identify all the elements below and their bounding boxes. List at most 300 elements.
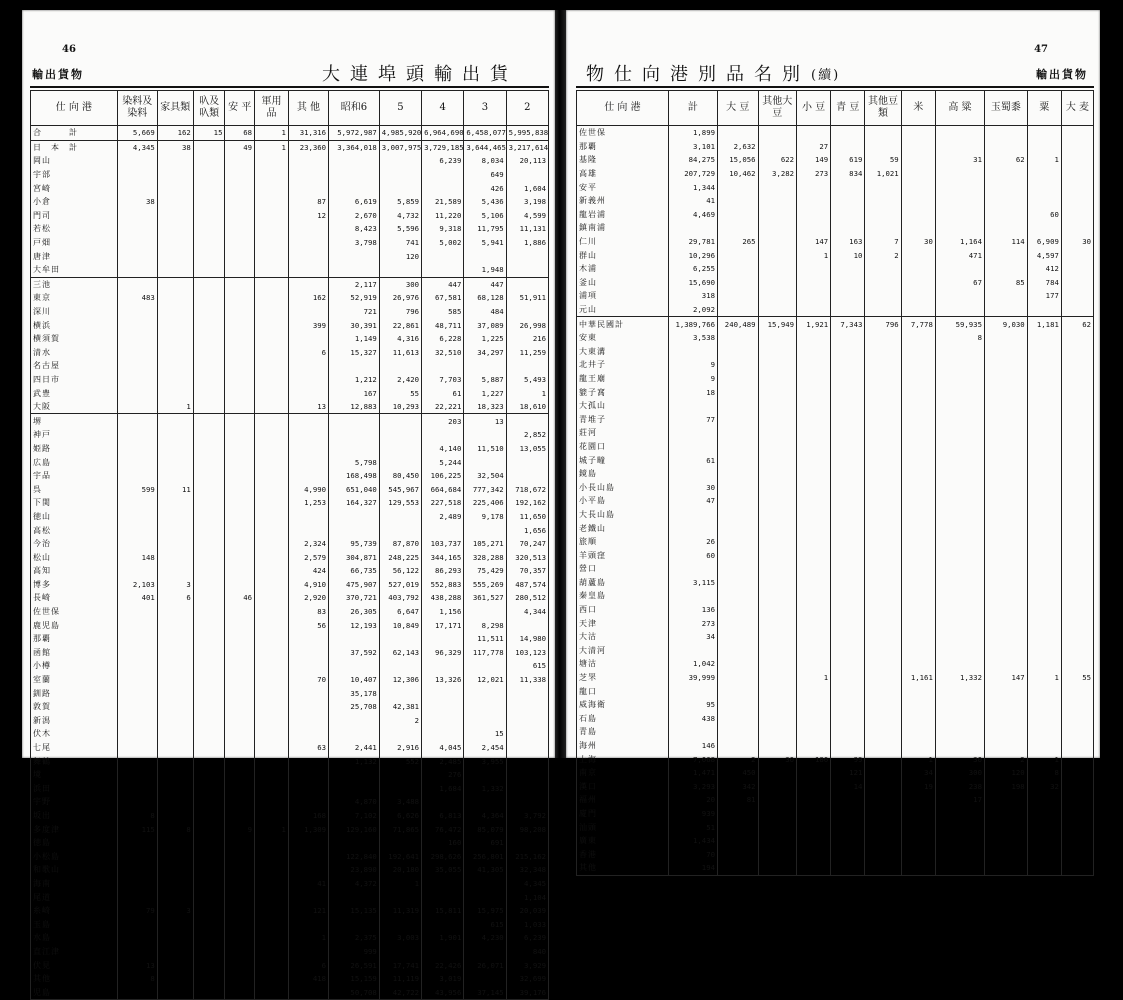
table-cell (117, 646, 157, 660)
port-name: 木浦 (577, 262, 669, 276)
table-cell (758, 521, 796, 535)
table-cell (255, 605, 289, 619)
table-cell (935, 426, 984, 440)
table-cell (797, 548, 831, 562)
port-name: 安平 (577, 180, 669, 194)
table-cell (1027, 331, 1061, 345)
table-cell (984, 221, 1027, 235)
table-cell (865, 508, 901, 522)
table-row (31, 985, 549, 999)
table-cell (1061, 630, 1093, 644)
table-cell (901, 248, 935, 262)
port-name: 佐世保 (31, 605, 118, 619)
table-cell: 27 (797, 140, 831, 154)
table-cell (193, 618, 225, 632)
table-cell (935, 820, 984, 834)
table-cell (831, 426, 865, 440)
port-name: 室蘭 (31, 673, 118, 687)
table-cell (758, 671, 796, 685)
table-cell (1027, 453, 1061, 467)
table-cell: 11,650 (506, 510, 548, 524)
port-name: 多度津 (31, 822, 118, 836)
table-cell: 418 (288, 972, 328, 986)
table-cell: 55 (379, 386, 421, 400)
table-cell: 20,113 (506, 154, 548, 168)
table-cell (157, 795, 193, 809)
column-header: 大 麦 (1061, 91, 1093, 126)
port-name: 佐世保 (577, 126, 669, 140)
table-cell (1061, 399, 1093, 413)
table-cell (255, 510, 289, 524)
table-cell (193, 550, 225, 564)
table-cell (288, 863, 328, 877)
table-cell (984, 453, 1027, 467)
table-cell (831, 861, 865, 875)
table-cell (117, 877, 157, 891)
table-cell (901, 630, 935, 644)
table-cell (379, 768, 421, 782)
table-cell (117, 386, 157, 400)
table-cell: 12 (288, 209, 328, 223)
port-name: 香港 (577, 847, 669, 861)
table-cell: 87 (288, 195, 328, 209)
table-cell: 796 (865, 317, 901, 331)
table-cell: 8 (157, 822, 193, 836)
table-cell (117, 400, 157, 414)
table-cell (117, 414, 157, 428)
page-title: 大連埠頭輸出貨 (322, 64, 518, 85)
table-cell: 18,323 (464, 400, 506, 414)
table-cell (117, 931, 157, 945)
table-cell (935, 467, 984, 481)
table-cell: 8 (935, 331, 984, 345)
table-cell: 8 (1027, 766, 1061, 780)
table-cell (831, 807, 865, 821)
table-cell (984, 126, 1027, 140)
table-cell (157, 945, 193, 959)
table-cell (758, 698, 796, 712)
table-cell (717, 467, 758, 481)
table-cell (984, 644, 1027, 658)
table-row (577, 276, 1094, 290)
table-cell (668, 589, 717, 603)
table-cell (831, 562, 865, 576)
table-row (31, 126, 549, 141)
table-cell: 30 (901, 235, 935, 249)
table-cell (831, 140, 865, 154)
table-row (31, 359, 549, 373)
table-cell (506, 249, 548, 263)
table-cell (288, 386, 328, 400)
table-cell (831, 834, 865, 848)
port-name: 宇野 (31, 795, 118, 809)
table-cell (717, 399, 758, 413)
table-cell (901, 644, 935, 658)
table-cell (225, 277, 255, 291)
table-cell: 60 (1027, 208, 1061, 222)
table-cell (901, 126, 935, 140)
port-name: 浦項 (577, 289, 669, 303)
table-cell (1061, 861, 1093, 875)
table-cell (984, 807, 1027, 821)
table-cell (193, 741, 225, 755)
table-cell: 552 (379, 754, 421, 768)
table-cell: 4,230 (464, 931, 506, 945)
table-row (31, 386, 549, 400)
table-cell (329, 154, 380, 168)
table-cell (717, 289, 758, 303)
table-cell (1027, 221, 1061, 235)
table-cell: 23,890 (329, 863, 380, 877)
table-cell (288, 359, 328, 373)
table-cell: 1 (506, 386, 548, 400)
table-cell: 2,579 (288, 550, 328, 564)
table-cell: 85 (984, 276, 1027, 290)
table-cell: 3,115 (668, 576, 717, 590)
table-cell (1027, 440, 1061, 454)
table-row (31, 591, 549, 605)
table-cell (157, 768, 193, 782)
table-cell (225, 564, 255, 578)
table-cell (901, 712, 935, 726)
table-cell (225, 958, 255, 972)
table-cell (831, 399, 865, 413)
table-cell (255, 195, 289, 209)
table-cell (984, 262, 1027, 276)
table-cell: 2,092 (668, 303, 717, 317)
table-cell (1027, 562, 1061, 576)
table-cell (758, 140, 796, 154)
port-name: 小平島 (577, 494, 669, 508)
table-cell: 2,454 (464, 741, 506, 755)
table-cell (865, 616, 901, 630)
table-cell (157, 455, 193, 469)
table-cell (1061, 793, 1093, 807)
table-row (577, 467, 1094, 481)
table-cell: 3,792 (506, 809, 548, 823)
table-cell (157, 263, 193, 277)
table-cell: 6,813 (422, 809, 464, 823)
table-cell (901, 521, 935, 535)
table-cell: 15,159 (329, 972, 380, 986)
table-cell (255, 249, 289, 263)
port-name: 直江津 (31, 945, 118, 959)
port-name: 海南 (31, 877, 118, 891)
column-header: 仕 向 港 (31, 91, 118, 126)
table-cell (117, 673, 157, 687)
table-cell (831, 440, 865, 454)
table-cell (935, 140, 984, 154)
table-cell: 5,002 (422, 236, 464, 250)
table-cell: 84,275 (668, 153, 717, 167)
table-cell (831, 535, 865, 549)
table-cell: 1 (255, 140, 289, 154)
table-cell (758, 480, 796, 494)
table-cell (717, 739, 758, 753)
table-cell: 5,596 (379, 222, 421, 236)
table-row (31, 822, 549, 836)
table-cell (1061, 576, 1093, 590)
table-cell: 6,239 (422, 154, 464, 168)
table-cell (255, 537, 289, 551)
table-cell (901, 358, 935, 372)
table-cell (865, 657, 901, 671)
table-cell (193, 904, 225, 918)
table-cell: 48,711 (422, 318, 464, 332)
table-cell (831, 480, 865, 494)
table-cell: 15 (193, 126, 225, 141)
page-number: 46 (62, 44, 76, 55)
table-cell (157, 917, 193, 931)
table-cell (255, 917, 289, 931)
table-cell (831, 548, 865, 562)
table-cell: 51,911 (506, 291, 548, 305)
table-cell (1061, 847, 1093, 861)
table-cell (984, 208, 1027, 222)
table-row (31, 537, 549, 551)
table-cell: 42,722 (379, 985, 421, 999)
table-cell (935, 603, 984, 617)
table-cell (831, 494, 865, 508)
table-cell (1027, 399, 1061, 413)
table-row (577, 739, 1094, 753)
table-cell (379, 455, 421, 469)
table-row (577, 644, 1094, 658)
port-name: 上海 (577, 752, 669, 766)
table-row (577, 153, 1094, 167)
table-cell (193, 359, 225, 373)
table-cell (865, 535, 901, 549)
table-cell (288, 469, 328, 483)
table-cell: 146 (668, 739, 717, 753)
table-cell (901, 725, 935, 739)
table-cell (329, 632, 380, 646)
table-cell (379, 359, 421, 373)
table-cell (329, 768, 380, 782)
table-cell: 2 (865, 248, 901, 262)
table-cell: 41,305 (464, 863, 506, 877)
table-cell: 15,056 (717, 153, 758, 167)
table-cell (255, 564, 289, 578)
table-cell (758, 616, 796, 630)
table-cell (288, 686, 328, 700)
table-row (31, 523, 549, 537)
table-cell (288, 263, 328, 277)
table-cell (193, 917, 225, 931)
table-row (31, 605, 549, 619)
table-cell (935, 589, 984, 603)
table-cell: 70,247 (506, 537, 548, 551)
table-cell (865, 576, 901, 590)
port-name: 新義州 (577, 194, 669, 208)
table-cell (865, 303, 901, 317)
table-cell (1061, 603, 1093, 617)
table-cell (831, 453, 865, 467)
table-cell: 4,344 (506, 605, 548, 619)
table-cell (506, 455, 548, 469)
table-cell (225, 605, 255, 619)
column-header: 叺及叺類 (193, 91, 225, 126)
table-cell (758, 644, 796, 658)
table-cell: 52,919 (329, 291, 380, 305)
table-cell (831, 793, 865, 807)
table-cell: 5,106 (464, 209, 506, 223)
table-row (577, 221, 1094, 235)
table-cell: 256,801 (464, 849, 506, 863)
table-cell (225, 154, 255, 168)
table-cell (117, 686, 157, 700)
table-cell: 87,870 (379, 537, 421, 551)
table-cell (758, 589, 796, 603)
table-cell: 4,345 (506, 877, 548, 891)
table-cell (225, 386, 255, 400)
port-name: 大孤山 (577, 399, 669, 413)
table-row (577, 345, 1094, 359)
table-cell: 35,178 (329, 686, 380, 700)
table-cell (464, 686, 506, 700)
table-cell (255, 578, 289, 592)
port-name: 龍岩浦 (577, 208, 669, 222)
table-cell (379, 917, 421, 931)
table-cell (193, 496, 225, 510)
column-header: 4 (422, 91, 464, 126)
table-cell (1061, 684, 1093, 698)
table-cell: 216 (506, 332, 548, 346)
table-cell: 1,899 (668, 126, 717, 140)
table-cell (935, 345, 984, 359)
table-cell (157, 346, 193, 360)
table-cell: 86,293 (422, 564, 464, 578)
table-cell (1027, 548, 1061, 562)
table-cell (157, 537, 193, 551)
table-cell: 75,429 (464, 564, 506, 578)
table-cell (157, 632, 193, 646)
table-cell (117, 332, 157, 346)
table-cell (865, 630, 901, 644)
table-cell (717, 358, 758, 372)
table-cell (506, 686, 548, 700)
table-cell (901, 616, 935, 630)
table-cell: 622 (758, 153, 796, 167)
table-cell: 68,128 (464, 291, 506, 305)
table-cell (865, 739, 901, 753)
table-cell: 721 (329, 305, 380, 319)
table-cell: 318 (668, 289, 717, 303)
table-cell (1061, 644, 1093, 658)
port-name: 南京 (577, 766, 669, 780)
table-cell: 51 (668, 820, 717, 834)
table-cell (984, 426, 1027, 440)
table-cell (506, 836, 548, 850)
table-cell (935, 725, 984, 739)
table-cell (225, 985, 255, 999)
table-cell: 22,221 (422, 400, 464, 414)
table-cell: 29,781 (668, 235, 717, 249)
port-name: 横須賀 (31, 332, 118, 346)
table-cell (225, 455, 255, 469)
table-cell (225, 222, 255, 236)
table-cell (758, 262, 796, 276)
table-cell (193, 346, 225, 360)
table-cell (865, 603, 901, 617)
table-cell (1061, 494, 1093, 508)
table-cell (717, 276, 758, 290)
table-cell (865, 399, 901, 413)
table-row (577, 562, 1094, 576)
table-cell (797, 644, 831, 658)
table-cell (193, 154, 225, 168)
table-cell (225, 972, 255, 986)
table-cell (831, 671, 865, 685)
table-cell (255, 659, 289, 673)
table-cell: 6 (157, 591, 193, 605)
table-cell: 1,921 (797, 317, 831, 331)
table-cell (157, 877, 193, 891)
table-cell (506, 700, 548, 714)
table-cell (831, 684, 865, 698)
table-cell (717, 807, 758, 821)
table-cell (506, 795, 548, 809)
table-row (577, 684, 1094, 698)
table-cell: 76,472 (422, 822, 464, 836)
table-cell: 186 (797, 752, 831, 766)
table-cell: 3,798 (329, 236, 380, 250)
port-name: 廣東 (577, 834, 669, 848)
table-cell: 30,391 (329, 318, 380, 332)
table-cell: 5,859 (379, 195, 421, 209)
table-cell (865, 807, 901, 821)
table-cell (717, 616, 758, 630)
port-name: 中華民國計 (577, 317, 669, 331)
port-name: 糸崎 (31, 904, 118, 918)
table-cell (865, 521, 901, 535)
table-cell (506, 618, 548, 632)
table-cell (255, 209, 289, 223)
table-cell (422, 168, 464, 182)
port-name: 基隆 (577, 153, 669, 167)
book-spine (555, 10, 566, 758)
table-cell: 34 (901, 766, 935, 780)
table-cell: 1 (901, 752, 935, 766)
table-cell: 1,332 (935, 671, 984, 685)
table-cell (117, 181, 157, 195)
table-cell (117, 455, 157, 469)
table-cell: 5,972,987 (329, 126, 380, 141)
table-cell (1027, 303, 1061, 317)
table-cell: 15,811 (422, 904, 464, 918)
table-cell (329, 414, 380, 428)
table-cell: 30 (758, 752, 796, 766)
table-cell: 227,518 (422, 496, 464, 510)
table-cell (157, 958, 193, 972)
table-cell: 238 (935, 780, 984, 794)
table-cell: 3,293 (668, 780, 717, 794)
table-cell (117, 754, 157, 768)
table-cell (901, 576, 935, 590)
table-cell: 3,729,185 (422, 140, 464, 154)
table-row (577, 426, 1094, 440)
table-cell: 70 (288, 673, 328, 687)
table-cell: 10,407 (329, 673, 380, 687)
table-cell (797, 861, 831, 875)
table-cell (157, 618, 193, 632)
table-cell (157, 849, 193, 863)
table-cell: 6,458,077 (464, 126, 506, 141)
table-cell (379, 632, 421, 646)
table-cell: 13 (464, 414, 506, 428)
table-cell: 412 (1027, 262, 1061, 276)
port-name: 坂出 (31, 809, 118, 823)
